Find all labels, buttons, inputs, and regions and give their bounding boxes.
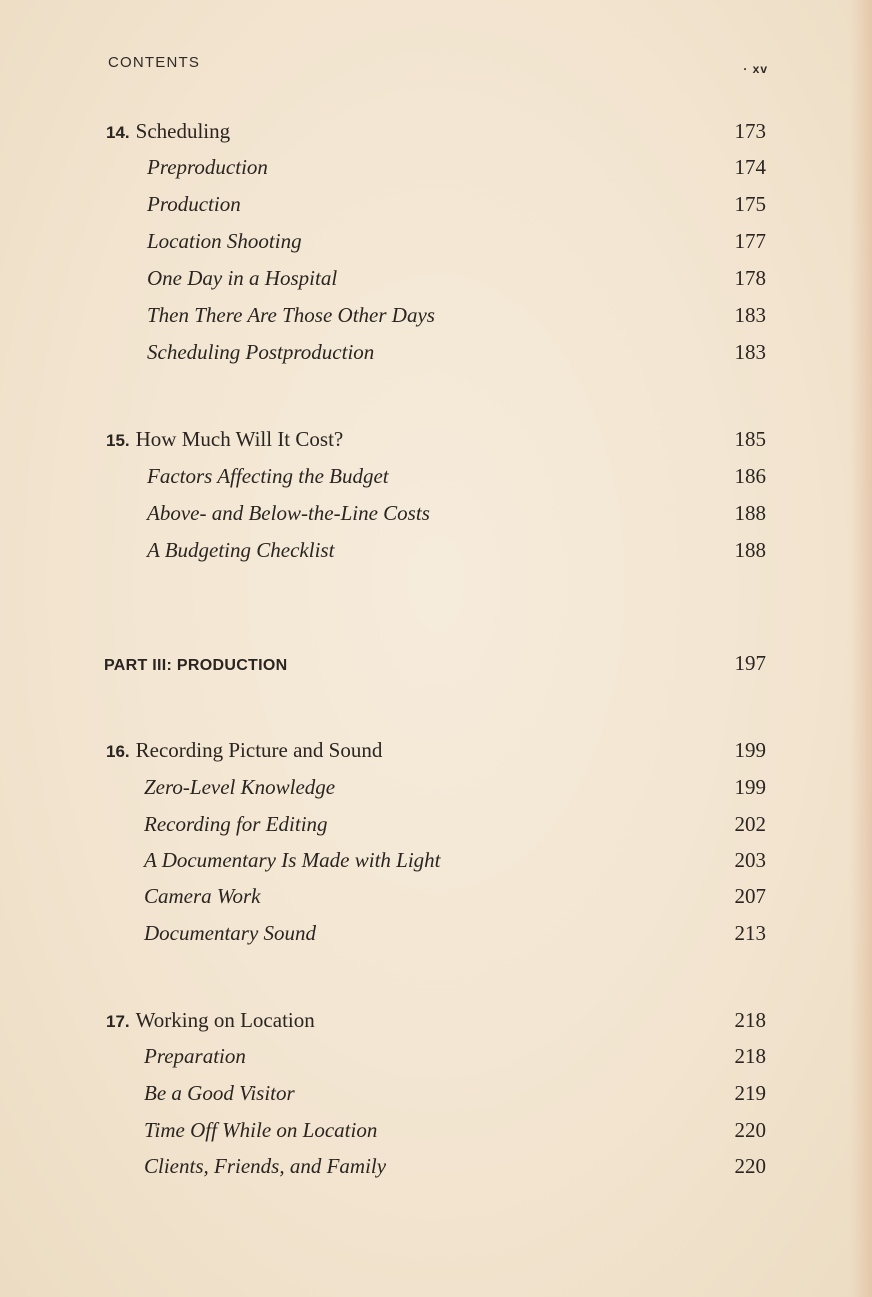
part-title: PART III: PRODUCTION [104, 657, 288, 674]
page-ref: 197 [734, 651, 766, 675]
section-title: Then There Are Those Other Days [147, 303, 435, 327]
toc-section[interactable] [144, 772, 766, 802]
page-edge-shadow [850, 0, 872, 1297]
page-ref: 174 [734, 155, 766, 179]
toc-section[interactable] [144, 918, 766, 948]
toc-section[interactable] [147, 300, 766, 330]
section-title: Be a Good Visitor [144, 1081, 295, 1105]
page-ref: 218 [734, 1044, 766, 1068]
section-title: Production [147, 192, 241, 216]
toc-section[interactable] [144, 1151, 766, 1181]
section-title: Recording for Editing [144, 812, 328, 836]
toc-section[interactable] [144, 1078, 766, 1108]
toc-section[interactable] [147, 461, 766, 491]
section-title: Scheduling Postproduction [147, 340, 375, 364]
toc-part-3[interactable] [104, 648, 766, 678]
toc-section[interactable] [144, 809, 766, 839]
section-title: Documentary Sound [144, 921, 317, 945]
page-ref: 175 [734, 192, 766, 216]
page-ref: 218 [734, 1008, 766, 1032]
page-ref: 185 [734, 427, 766, 451]
section-title: Preproduction [147, 155, 268, 179]
section-title: Factors Affecting the Budget [147, 464, 389, 488]
page-ref: 188 [734, 538, 766, 562]
section-title: Clients, Friends, and Family [144, 1154, 387, 1178]
page-number: · xv [743, 62, 768, 76]
section-title: Location Shooting [147, 229, 302, 253]
section-title: Zero-Level Knowledge [144, 775, 336, 799]
section-title: Above- and Below-the-Line Costs [147, 501, 430, 525]
toc-chapter-16[interactable] [106, 735, 766, 765]
page-ref: 220 [734, 1154, 766, 1178]
chapter-number: 17. [106, 1012, 130, 1031]
chapter-number: 16. [106, 742, 130, 761]
section-title: Preparation [144, 1044, 246, 1068]
toc-section[interactable] [147, 337, 766, 367]
toc-section[interactable] [147, 535, 766, 565]
page-ref: 207 [734, 884, 766, 908]
section-title: One Day in a Hospital [147, 266, 338, 290]
section-title: Time Off While on Location [144, 1118, 378, 1142]
chapter-title: How Much Will It Cost? [135, 427, 344, 451]
toc-section[interactable] [144, 881, 766, 911]
page-ref: 183 [734, 340, 766, 364]
page-ref: 183 [734, 303, 766, 327]
page-ref: 220 [734, 1118, 766, 1142]
chapter-title: Recording Picture and Sound [135, 738, 383, 762]
page-ref: 213 [734, 921, 766, 945]
section-title: A Documentary Is Made with Light [144, 848, 441, 872]
chapter-number: 15. [106, 431, 130, 450]
toc-section[interactable] [144, 1115, 766, 1145]
page-ref: 173 [734, 119, 766, 143]
page-ref: 186 [734, 464, 766, 488]
toc-section[interactable] [144, 1041, 766, 1071]
toc-section[interactable] [147, 498, 766, 528]
chapter-title: Working on Location [135, 1008, 315, 1032]
toc-chapter-17[interactable] [106, 1005, 766, 1035]
toc-section[interactable] [147, 189, 766, 219]
page-ref: 178 [734, 266, 766, 290]
toc-chapter-15[interactable] [106, 424, 766, 454]
toc-section[interactable] [147, 226, 766, 256]
toc-section[interactable] [147, 152, 766, 182]
chapter-title: Scheduling [135, 119, 231, 143]
section-title: Camera Work [144, 884, 261, 908]
page-header [108, 54, 768, 80]
page-ref: 199 [734, 775, 766, 799]
running-head: CONTENTS [108, 54, 201, 71]
toc-section[interactable] [147, 263, 766, 293]
page-ref: 177 [734, 229, 766, 253]
section-title: A Budgeting Checklist [147, 538, 335, 562]
chapter-number: 14. [106, 123, 130, 142]
page-ref: 202 [734, 812, 766, 836]
page-ref: 199 [734, 738, 766, 762]
page-ref: 219 [734, 1081, 766, 1105]
page-ref: 203 [734, 848, 766, 872]
toc-chapter-14[interactable] [106, 116, 766, 146]
toc-section[interactable] [144, 845, 766, 875]
page-ref: 188 [734, 501, 766, 525]
